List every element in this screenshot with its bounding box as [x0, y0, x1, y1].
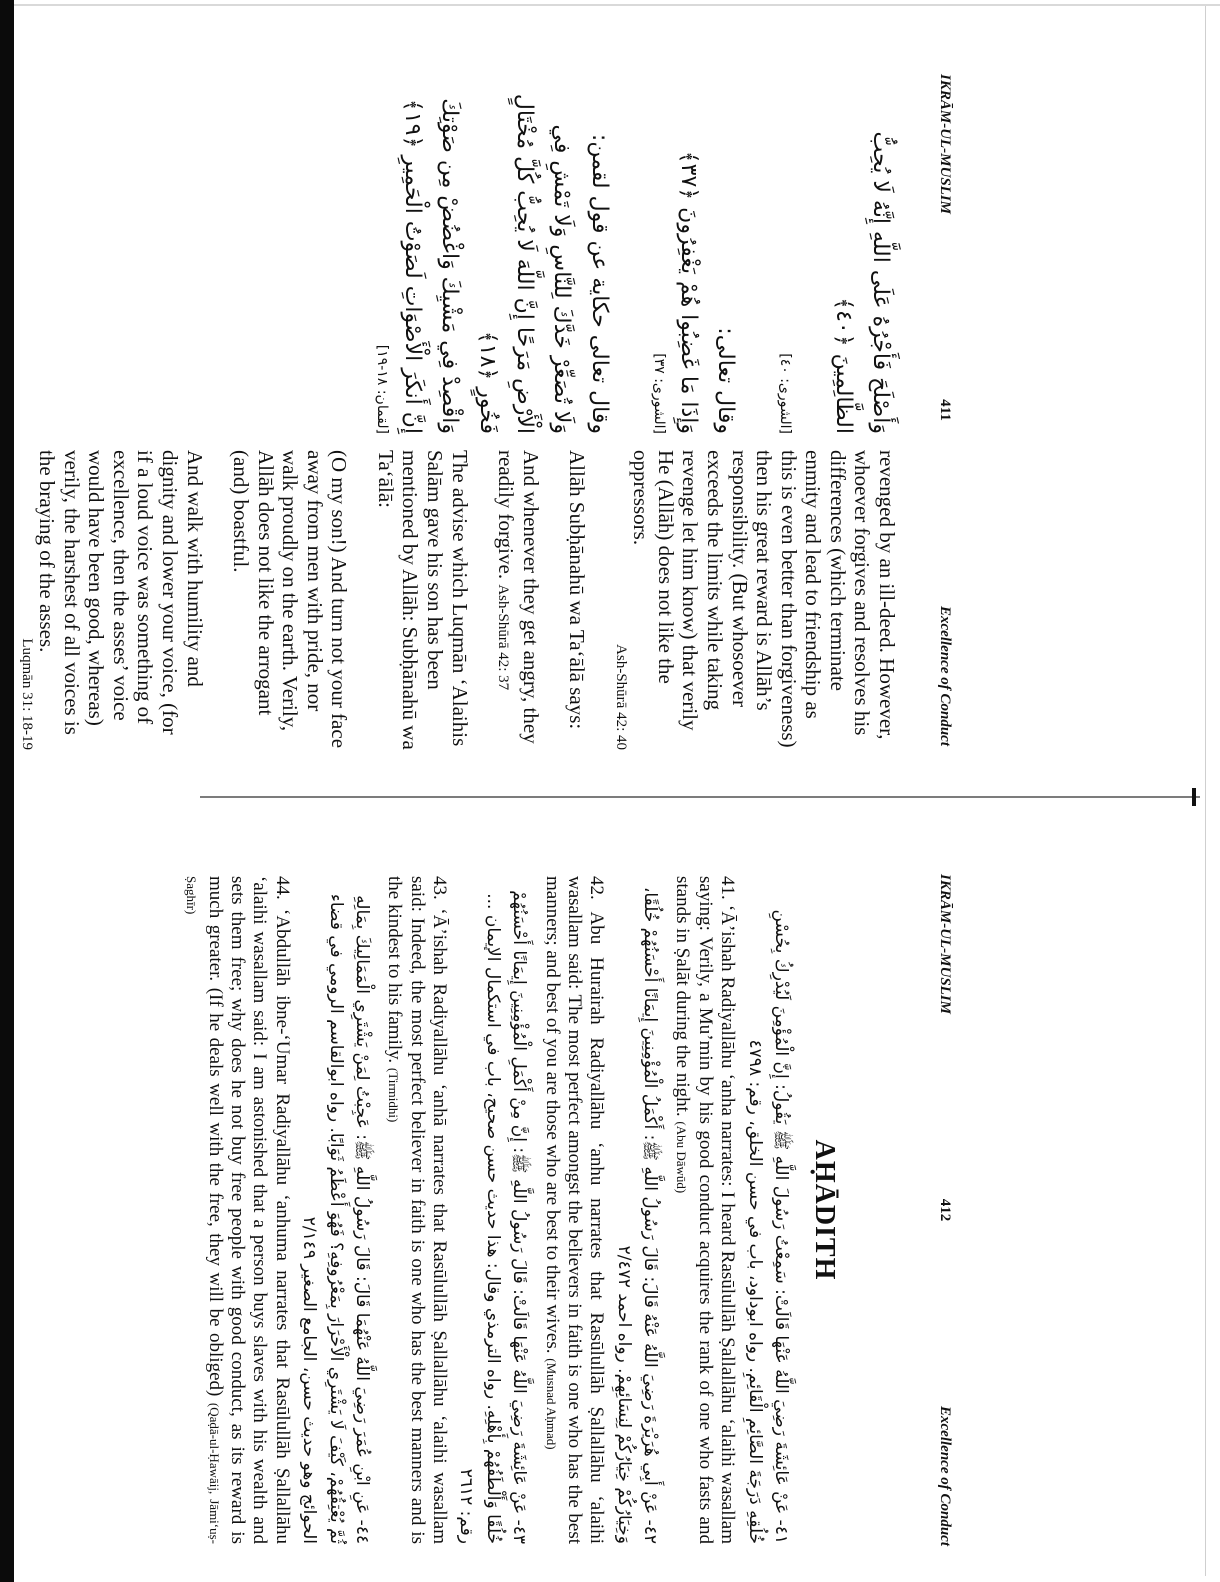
hadith-item [181, 876, 375, 1544]
hadith-arabic: ٤١- عَنْ عَائِشَةَ رَضِيَ اللَّهُ عَنْهَا قَالَتْ: سَمِعْتُ رَسُولَ اللَّهِ ﷺ يَقُولُ: إِنَّ الْمُؤْمِنَ لَيُدْرِكُ بِحُسْنِ خُلُقِهِ دَرَجَةَ الصَّائِمِ الْقَائِمِ. رواه ابوداود، باب في حسن الخلق، رقم: ٤٧٩٨ [744, 909, 791, 1544]
hadith-source: (Abu Dāwūd) [674, 1121, 690, 1194]
chapter-title: Excellence of Conduct [937, 1406, 953, 1546]
page-411 [0, 60, 969, 760]
hadith-source: (Musnad Aḥmad) [543, 1358, 559, 1450]
chapter-title: Excellence of Conduct [937, 606, 953, 746]
hadith-item [671, 876, 794, 1544]
page-number: 411 [937, 399, 953, 421]
hadith-body [173, 876, 899, 1544]
english-column [0, 450, 899, 750]
hadith-source: (Tirmidhi) [386, 1067, 402, 1123]
arabic-intro: وقال تعالى حكاية عن قول لقمن: [586, 133, 612, 434]
page-fold-line [200, 796, 1200, 798]
paragraph: The advise which Luqmān ‘Alaihis Salām gave his son has been mentioned by Allāh: Subḥānahū wa Ta‘ālā: [373, 450, 472, 750]
arabic-verse: وَلَا تُصَعِّرْ خَدَّكَ لِلنَّاسِ وَلَا تَمْشِ فِي الْأَرْضِ مَرَحًا إِنَّ اللَّهَ لَا يُحِبُّ كُلَّ مُخْتَالٍ فَخُورٍ ﴿١٨﴾ [474, 93, 575, 434]
arabic-verse: وَإِذَا مَا غَضِبُوا هُمْ يَغْفِرُونَ ﴿٣٧﴾ [676, 150, 702, 434]
hadith-source: (Qaḍā-ul-Ḥawāij, Jāmi‘uṣ-Ṣaghīr) [184, 876, 222, 1545]
hadith-arabic: ٤٢- عَنْ أَبِي هُرَيْرَةَ رَضِيَ اللَّهُ عَنْهُ قَالَ: قَالَ رَسُولُ اللَّهِ ﷺ: أَكْمَلُ الْمُؤْمِنِينَ إِيمَانًا أَحْسَنُهُمْ خُلُقًا، وَخِيَارُكُمْ خِيَارُكُمْ لِنِسَائِهِمْ. رواه احمد ٢/٤٧٢ [613, 886, 661, 1544]
running-header [927, 74, 953, 746]
arabic-reference: [الشورى: ٣٧] [650, 353, 667, 434]
scan-edge-right [1205, 6, 1206, 1576]
hadith-item [540, 876, 663, 1544]
running-header [927, 874, 953, 1546]
paragraph: revenged by an ill-deed. However, whoever forgives and resolves his differences (which terminate enmity and lead to friendship as this is even better than forgiveness) then his great reward is Allāh’s responsibility. (But whosoever exceeds the limits while taking revenge let him know) that verily He (Allāh) does not like the oppressors. Ash-Shūrā 42: 40 [612, 450, 899, 750]
arabic-reference: [الشورى: ٤٠] [777, 353, 794, 434]
arabic-reference: [لقمان: ١٨-١٩] [374, 344, 391, 434]
arabic-verse: وَأَصْلَحَ فَأَجْرُهُ عَلَى اللَّهِ إِنَّهُ لَا يُحِبُّ الظَّالِمِينَ ﴿٤٠﴾ [830, 131, 893, 434]
hadith-english: 43. ‘Ā’ishah Radiyallāhu ‘anhā narrates that Rasūlullāh Ṣallallāhu ‘alaihi wasallam said: Indeed, the most perfect believer in faith is one who has the best manners and is the kindest to his family. (Tirmidhi) [384, 876, 451, 1544]
arabic-column [370, 74, 899, 434]
arabic-verse: وَاقْصِدْ فِي مَشْيِكَ وَاغْضُضْ مِن صَوْتِكَ إِنَّ أَنكَرَ الْأَصْوَاتِ لَصَوْتُ الْحَمِيرِ ﴿١٩﴾ [399, 98, 463, 434]
hadith-arabic: ٤٤- عَنِ ابْنِ عُمَرَ رَضِيَ اللَّهُ عَنْهُمَا قَالَ: قَالَ رَسُولُ اللَّهِ ﷺ: عَجِبْتُ لِمَنْ يَشْتَرِي الْمَمَالِيكَ بِمَالِهِ ثُمَّ يُعْتِقُهُمْ، كَيْفَ لَا يَشْتَرِي الْأَحْرَارَ بِمَعْرُوفِهِ؟ فَهُوَ أَعْظَمُ ثَوَابًا. رواه ابوالقاسم الرومي في قضاء الحوائج وهو حديث حسن، الجامع الصغير ٢/١٤٩ [299, 893, 372, 1544]
hadith-english: 41. ‘Ā’ishah Radiyallāhu ‘anha narrates: I heard Rasūlullāh Ṣallallāhu ‘alaihi wasallam saying: Verily, a Mu’min by his good conduct acquires the rank of one who fasts and stands in Ṣalāt during the night. (Abu Dāwūd) [672, 876, 739, 1544]
verse-reference: Ash-Shūrā 42: 37 [495, 584, 512, 691]
paragraph: And whenever they get angry, they readily forgive. Ash-Shūrā 42: 37 [494, 450, 543, 744]
hadith-english: 44. ‘Abdullāh ibne-‘Umar Radiyallāhu ‘anhuma narrates that Rasūlullāh Ṣallallāhu ‘alaihi wasallam said: I am astonished that a person buys slaves with his wealth and sets them free; why does he not buy free people with good conduct, as its reward is much greater. (If he deals well with the free, they will be obliged) (Qaḍā-ul-Ḥawāij, Jāmi‘uṣ-Ṣaghīr) [184, 876, 293, 1545]
paragraph: Allāh Subḥānahū wa Ta‘ālā says: [565, 450, 590, 730]
book-title: IKRĀM-UL-MUSLIM [937, 874, 953, 1015]
paragraph: And walk with humility and dignity and lower your voice, (for if a loud voice was something of excellence, then the asses’ voice would have been good, whereas) verily, the harshest of all voices is the braying of the asses. Luqmān 31: 18-19 [18, 450, 207, 750]
page-412 [0, 860, 969, 1560]
verse-reference: Ash-Shūrā 42: 40 [612, 644, 629, 750]
fold-mark [1192, 788, 1196, 806]
verse-reference: Luqmān 31: 18-19 [18, 638, 35, 750]
section-title: AḤĀDITH [809, 1139, 840, 1281]
paragraph: (O my son!) And turn not your face away from men with pride, nor walk proudly on the earth. Verily, Allāh does not like the arrogant (and) boastful. [229, 450, 352, 749]
scan-edge-top [14, 4, 1220, 6]
page-number: 412 [937, 1198, 953, 1222]
arabic-intro: وقال تعالى: [713, 327, 739, 434]
hadith-english: 42. Abu Hurairah Radiyallāhu ‘anhu narrates that Rasūlullāh Ṣallallāhu ‘alaihi wasallam said: The most perfect amongst the believers in faith is one who has the best manners; and best of you are those who are best to their wives. (Musnad Aḥmad) [541, 876, 608, 1544]
hadith-item [383, 876, 532, 1544]
hadith-arabic: ٤٣- عَنْ عَائِشَةَ رَضِيَ اللَّهُ عَنْهَا قَالَتْ: قَالَ رَسُولُ اللَّهِ ﷺ: إِنَّ مِنْ أَكْمَلِ الْمُؤْمِنِينَ إِيمَانًا أَحْسَنُهُمْ خُلُقًا وَأَلْطَفُهُمْ بِأَهْلِهِ. رواه الترمذي وقال: هذا حديث حسن صحيح، باب في استكمال الإيمان ... رقم: ٢٦١٢ [456, 890, 530, 1544]
book-title: IKRĀM-UL-MUSLIM [937, 74, 953, 215]
